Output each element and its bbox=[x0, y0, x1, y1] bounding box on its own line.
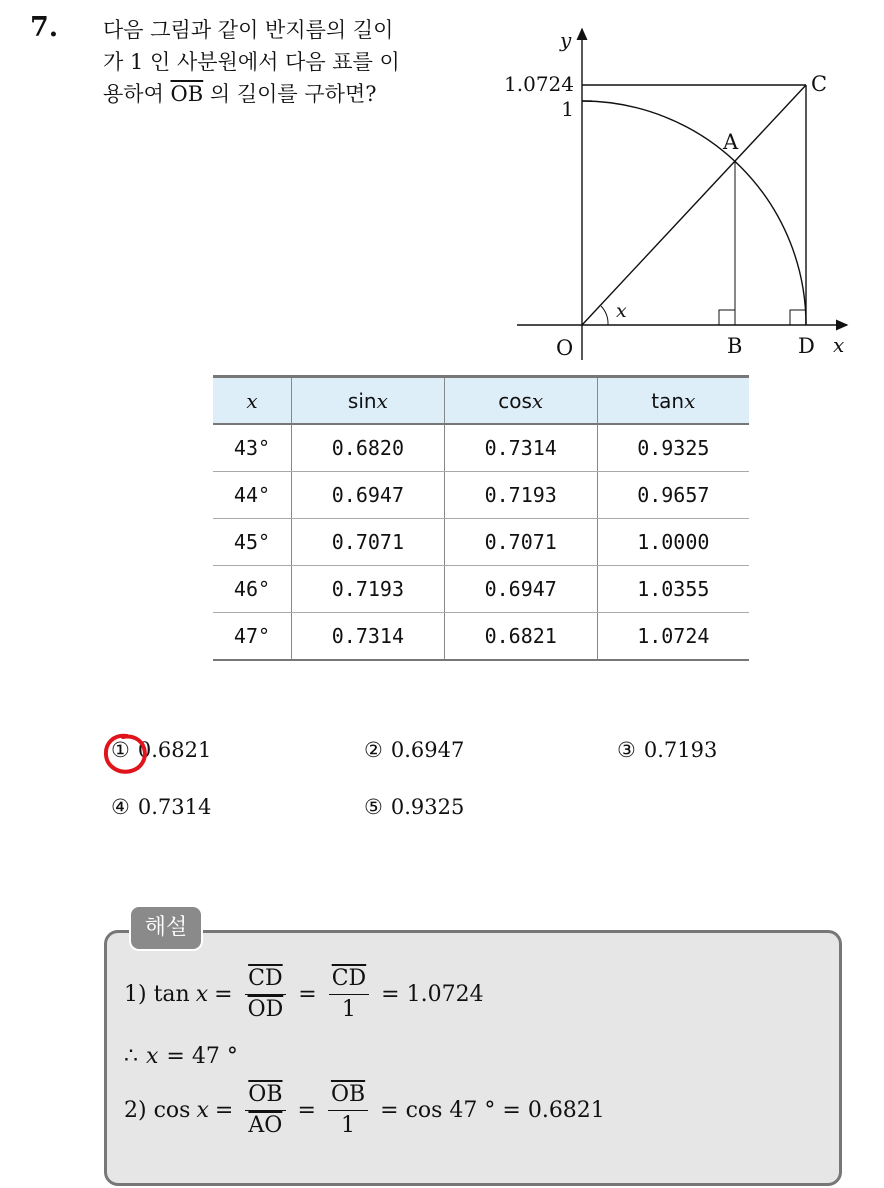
sol-l1-f2-den: 1 bbox=[341, 997, 356, 1022]
right-angle-d bbox=[790, 310, 806, 325]
cell-tan: 0.9325 bbox=[597, 424, 749, 472]
cell-cos: 0.7071 bbox=[444, 519, 597, 566]
cell-angle: 44° bbox=[213, 472, 291, 519]
question-line-3-post: 의 길이를 구하면? bbox=[203, 82, 377, 106]
cell-cos: 0.7193 bbox=[444, 472, 597, 519]
sol-l2-result: = 47 ° bbox=[166, 1044, 238, 1069]
header-x: x bbox=[213, 377, 291, 425]
choice-2[interactable] bbox=[364, 738, 464, 762]
choice-4[interactable] bbox=[111, 795, 211, 819]
question-text bbox=[103, 14, 468, 110]
point-d-label: D bbox=[798, 334, 815, 358]
cell-tan: 0.9657 bbox=[597, 472, 749, 519]
choice-5-mark: ⑤ bbox=[364, 795, 383, 819]
angle-label: x bbox=[616, 300, 627, 322]
sol-l2-var: x bbox=[146, 1044, 159, 1069]
angle-arc bbox=[601, 306, 608, 325]
tick-label-one: 1 bbox=[561, 97, 574, 121]
solution-tag: 해설 bbox=[129, 905, 203, 951]
choice-3-mark: ③ bbox=[617, 738, 636, 762]
solution-line-1 bbox=[124, 966, 484, 1023]
cell-tan: 1.0000 bbox=[597, 519, 749, 566]
question-line-3 bbox=[103, 78, 468, 110]
cell-cos: 0.6821 bbox=[444, 613, 597, 661]
cell-cos: 0.7314 bbox=[444, 424, 597, 472]
table-header-row bbox=[213, 377, 749, 425]
sol-l1-result: = 1.0724 bbox=[381, 982, 484, 1007]
trig-table bbox=[213, 375, 749, 661]
sol-l1-var: x bbox=[195, 982, 209, 1007]
table-row bbox=[213, 519, 749, 566]
header-tan: tanx bbox=[597, 377, 749, 425]
cell-tan: 1.0724 bbox=[597, 613, 749, 661]
sol-l3-f1-num: $\overline{OB}$ bbox=[245, 1082, 285, 1111]
table-row bbox=[213, 613, 749, 661]
sol-l3-f2-den: 1 bbox=[341, 1113, 356, 1138]
point-b-label: B bbox=[727, 334, 743, 358]
segment-oc bbox=[582, 85, 806, 325]
solution-line-2 bbox=[124, 1044, 238, 1069]
cell-angle: 45° bbox=[213, 519, 291, 566]
header-sin: sinx bbox=[291, 377, 444, 425]
table-row bbox=[213, 566, 749, 613]
choice-5[interactable] bbox=[364, 795, 464, 819]
sol-l3-eq1: = bbox=[214, 1098, 234, 1123]
cell-cos: 0.6947 bbox=[444, 566, 597, 613]
choice-4-value: 0.7314 bbox=[137, 795, 212, 819]
table-row bbox=[213, 424, 749, 472]
point-o-label: O bbox=[556, 336, 574, 360]
sol-l1-f1-den: OD bbox=[247, 997, 284, 1022]
cell-angle: 46° bbox=[213, 566, 291, 613]
cell-sin: 0.7314 bbox=[291, 613, 444, 661]
sol-l1-prefix: 1) tan bbox=[124, 982, 190, 1007]
point-a-label: A bbox=[723, 130, 739, 154]
choice-3-value: 0.7193 bbox=[643, 738, 718, 762]
sol-l1-f2-num: $\overline{CD}$ bbox=[329, 966, 369, 995]
choice-5-value: 0.9325 bbox=[390, 795, 465, 819]
sol-l1-frac1 bbox=[245, 966, 287, 1023]
point-c-label: C bbox=[811, 72, 828, 96]
choice-4-mark: ④ bbox=[111, 795, 130, 819]
question-line-2: 가 1 인 사분원에서 다음 표를 이 bbox=[103, 50, 400, 74]
sol-l3-prefix: 2) cos bbox=[124, 1098, 191, 1123]
question-number: 7. bbox=[30, 12, 59, 43]
sol-l3-result: = cos 47 ° = 0.6821 bbox=[380, 1098, 605, 1123]
sol-l3-frac2 bbox=[328, 1082, 368, 1139]
choice-2-value: 0.6947 bbox=[390, 738, 465, 762]
segment-ob: $\overline{OB}$ bbox=[170, 82, 204, 106]
table-row bbox=[213, 472, 749, 519]
solution-line-3 bbox=[124, 1082, 605, 1139]
sol-l1-eq2: = bbox=[298, 982, 317, 1007]
cell-sin: 0.7071 bbox=[291, 519, 444, 566]
selected-circle-mark bbox=[101, 730, 151, 778]
tick-label-top: 1.0724 bbox=[504, 72, 574, 96]
sol-l3-var: x bbox=[196, 1098, 209, 1123]
sol-l3-f2-num: $\overline{OB}$ bbox=[328, 1082, 368, 1111]
question-line-1: 다음 그림과 같이 반지름의 길이 bbox=[103, 18, 394, 42]
cell-tan: 1.0355 bbox=[597, 566, 749, 613]
sol-l1-eq1: = bbox=[214, 982, 233, 1007]
sol-l1-f1-num: $\overline{CD}$ bbox=[245, 966, 285, 995]
choice-1-value: 0.6821 bbox=[137, 738, 212, 762]
header-cos: cosx bbox=[444, 377, 597, 425]
x-axis-label: x bbox=[833, 333, 845, 357]
sol-l3-f1-den: AO bbox=[248, 1113, 283, 1138]
sol-l3-eq2: = bbox=[297, 1098, 316, 1123]
choice-3[interactable] bbox=[617, 738, 717, 762]
sol-l1-frac2 bbox=[329, 966, 369, 1023]
choice-1-mark: ① bbox=[111, 738, 130, 762]
cell-angle: 43° bbox=[213, 424, 291, 472]
choice-2-mark: ② bbox=[364, 738, 383, 762]
quarter-circle-arc bbox=[582, 101, 806, 325]
sol-l2-prefix: ∴ bbox=[124, 1044, 138, 1069]
cell-sin: 0.7193 bbox=[291, 566, 444, 613]
quarter-circle-figure bbox=[490, 25, 860, 360]
question-line-3-pre: 용하여 bbox=[103, 82, 171, 106]
right-angle-b bbox=[719, 310, 735, 325]
y-axis-label: y bbox=[560, 28, 572, 52]
cell-angle: 47° bbox=[213, 613, 291, 661]
sol-l3-frac1 bbox=[245, 1082, 285, 1139]
cell-sin: 0.6820 bbox=[291, 424, 444, 472]
cell-sin: 0.6947 bbox=[291, 472, 444, 519]
